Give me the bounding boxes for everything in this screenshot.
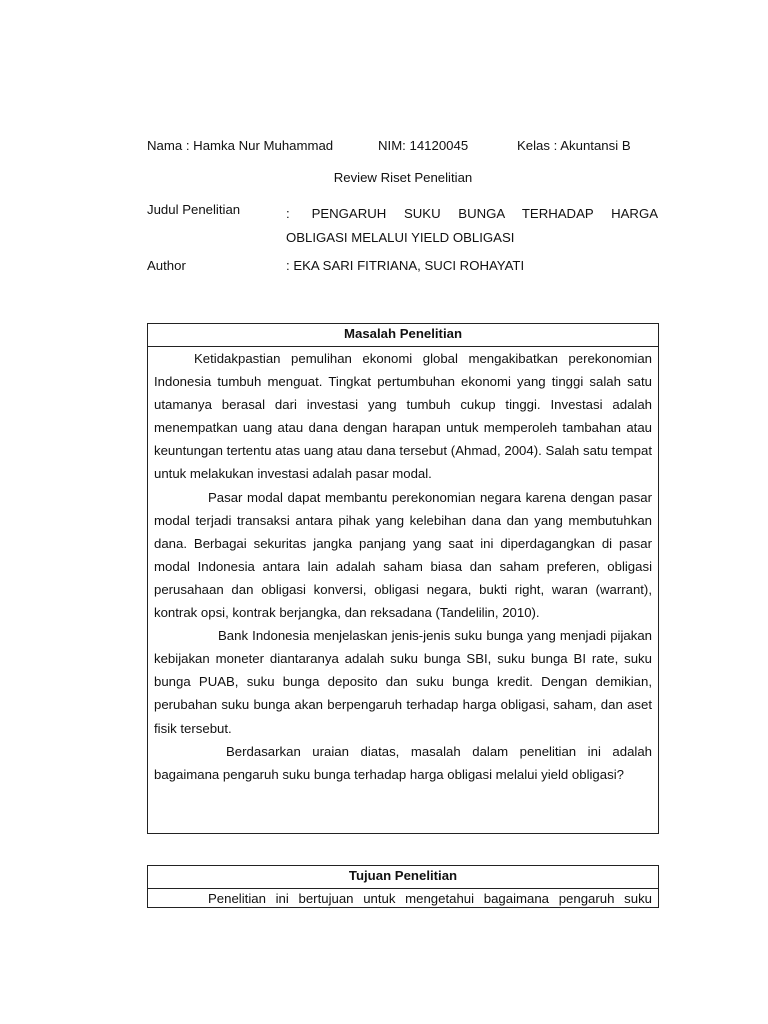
tujuan-penelitian-box <box>147 865 659 908</box>
masalah-paragraph-4: Berdasarkan uraian diatas, masalah dalam penelitian ini adalah bagaimana pengaruh suku bunga terhadap harga obligasi melalui yield obligasi? <box>154 743 652 782</box>
tujuan-penelitian-heading: Tujuan Penelitian <box>148 866 658 889</box>
document-title: Review Riset Penelitian <box>333 170 473 185</box>
student-name: Nama : Hamka Nur Muhammad <box>147 138 334 153</box>
masalah-penelitian-body <box>148 347 658 786</box>
author-value: : EKA SARI FITRIANA, SUCI ROHAYATI <box>286 258 525 273</box>
student-info-line <box>147 138 659 156</box>
judul-value-line2: OBLIGASI MELALUI YIELD OBLIGASI <box>286 230 515 245</box>
tujuan-paragraph: Penelitian ini bertujuan untuk mengetahui bagaimana pengaruh suku <box>208 891 652 906</box>
masalah-paragraph-1: Ketidakpastian pemulihan ekonomi global mengakibatkan perekonomian Indonesia tumbuh menguat. Tingkat pertumbuhan ekonomi yang tinggi salah satu utamanya berasal dari investasi yang tumbuh cukup tinggi. Investasi adalah menempatkan uang atau dana dengan harapan untuk memperoleh tambahan atau keuntungan tertentu atas uang atau dana tersebut (Ahmad, 2004). Salah satu tempat untuk melakukan investasi adalah pasar modal. <box>154 351 652 482</box>
judul-value <box>286 202 658 250</box>
student-class: Kelas : Akuntansi B <box>517 138 631 153</box>
masalah-penelitian-heading: Masalah Penelitian <box>148 324 658 347</box>
judul-value-line1: PENGARUH SUKU BUNGA TERHADAP HARGA <box>311 206 658 221</box>
masalah-penelitian-box <box>147 323 659 834</box>
tujuan-penelitian-body <box>148 889 658 909</box>
judul-label: Judul Penelitian <box>147 202 241 217</box>
judul-colon: : <box>286 206 290 221</box>
student-nim: NIM: 14120045 <box>378 138 469 153</box>
author-label: Author <box>147 258 186 273</box>
masalah-paragraph-3: Bank Indonesia menjelaskan jenis-jenis suku bunga yang menjadi pijakan kebijakan moneter diantaranya adalah suku bunga SBI, suku bunga BI rate, suku bunga PUAB, suku bunga deposito dan suku bunga kredit. Dengan demikian, perubahan suku bunga akan berpengaruh terhadap harga obligasi, saham, dan aset fisik tersebut. <box>154 628 652 736</box>
masalah-paragraph-2: Pasar modal dapat membantu perekonomian negara karena dengan pasar modal terjadi transaksi antara pihak yang kelebihan dana dan yang membutuhkan dana. Berbagai sekuritas jangka panjang yang saat ini diperdagangkan di pasar modal Indonesia antara lain adalah saham biasa dan saham preferen, obligasi perusahaan dan obligasi konversi, obligasi negara, bukti right, waran (warrant), kontrak opsi, kontrak berjangka, dan reksadana (Tandelilin, 2010). <box>154 489 652 621</box>
